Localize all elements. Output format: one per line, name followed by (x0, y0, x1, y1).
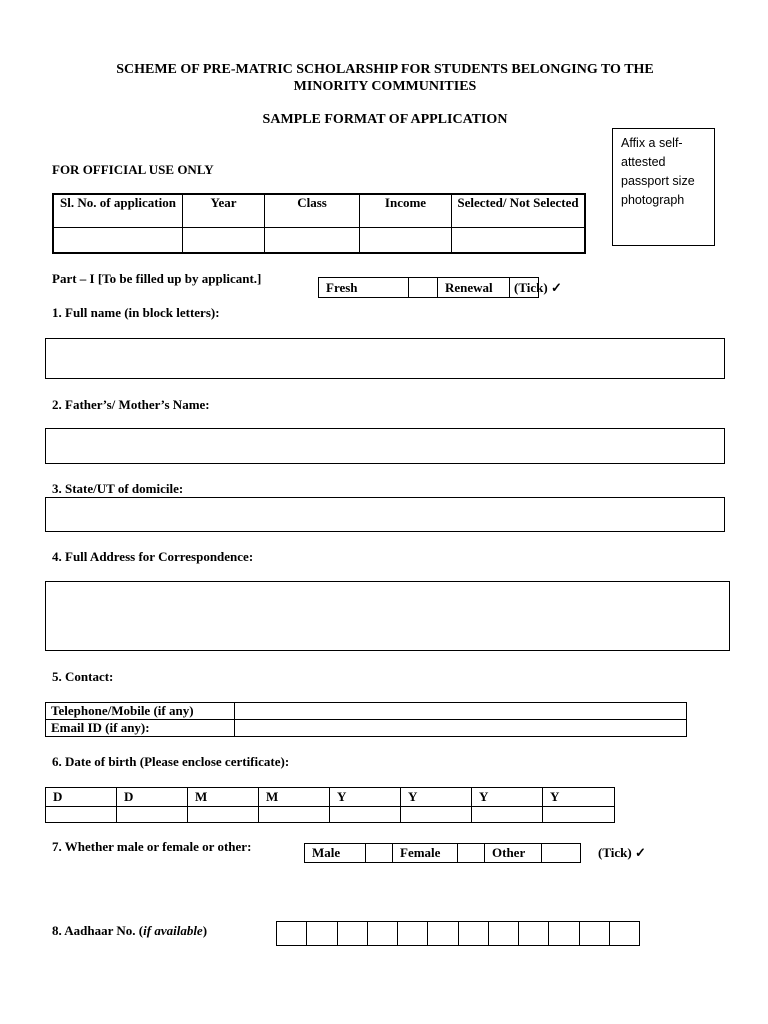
gender-table (304, 843, 581, 863)
application-type-table (318, 277, 539, 298)
address-field[interactable] (45, 581, 730, 651)
aadhaar-digit[interactable] (307, 922, 337, 946)
photo-box[interactable] (612, 128, 715, 246)
dob-header-year1: Y (330, 788, 401, 807)
email-field[interactable] (235, 720, 687, 737)
gender-label: 7. Whether male or female or other: (52, 839, 252, 854)
dob-cell-year4[interactable] (543, 807, 615, 823)
form-title-line1: SCHEME OF PRE-MATRIC SCHOLARSHIP FOR STUDENTS BELONGING TO THE (116, 62, 654, 77)
dob-header-day2: D (117, 788, 188, 807)
phone-label: Telephone/Mobile (if any) (46, 703, 235, 720)
dob-header-month2: M (259, 788, 330, 807)
dob-cell-year3[interactable] (472, 807, 543, 823)
dob-cell-year2[interactable] (401, 807, 472, 823)
official-cell-income[interactable] (360, 227, 452, 253)
dob-cell-day1[interactable] (46, 807, 117, 823)
official-col-income: Income (360, 194, 452, 227)
email-label: Email ID (if any): (46, 720, 235, 737)
aadhaar-label-prefix: 8. Aadhaar No. ( (52, 923, 144, 938)
male-label: Male (305, 844, 366, 863)
aadhaar-digit[interactable] (519, 922, 549, 946)
aadhaar-digit[interactable] (549, 922, 579, 946)
official-col-class: Class (265, 194, 360, 227)
dob-header-year3: Y (472, 788, 543, 807)
form-title-line2: MINORITY COMMUNITIES (293, 79, 477, 94)
parent-name-field[interactable] (45, 428, 725, 464)
official-col-year: Year (183, 194, 265, 227)
female-label: Female (393, 844, 458, 863)
aadhaar-digit[interactable] (277, 922, 307, 946)
other-label: Other (485, 844, 542, 863)
aadhaar-digit[interactable] (488, 922, 518, 946)
contact-label: 5. Contact: (52, 669, 114, 684)
aadhaar-digit[interactable] (579, 922, 609, 946)
aadhaar-digit[interactable] (458, 922, 488, 946)
official-col-selected: Selected/ Not Selected (452, 194, 586, 227)
aadhaar-digit[interactable] (398, 922, 428, 946)
form-title (40, 61, 730, 95)
domicile-label: 3. State/UT of domicile: (52, 481, 184, 496)
renewal-label: Renewal (438, 278, 510, 298)
dob-table (45, 787, 615, 823)
dob-header-month1: M (188, 788, 259, 807)
full-name-label: 1. Full name (in block letters): (52, 305, 220, 320)
aadhaar-digit[interactable] (609, 922, 639, 946)
gender-tick-hint: (Tick) ✓ (598, 845, 646, 860)
other-checkbox[interactable] (542, 844, 581, 863)
address-label: 4. Full Address for Correspondence: (52, 549, 254, 564)
official-cell-selected[interactable] (452, 227, 586, 253)
male-checkbox[interactable] (366, 844, 393, 863)
dob-header-year2: Y (401, 788, 472, 807)
dob-header-day1: D (46, 788, 117, 807)
fresh-label: Fresh (319, 278, 409, 298)
official-use-table (52, 193, 586, 254)
dob-header-year4: Y (543, 788, 615, 807)
aadhaar-digit[interactable] (428, 922, 458, 946)
aadhaar-digit[interactable] (367, 922, 397, 946)
contact-table (45, 702, 687, 737)
official-cell-year[interactable] (183, 227, 265, 253)
aadhaar-label-italic: if available (143, 923, 203, 938)
part-one-label: Part – I [To be filled up by applicant.] (52, 271, 262, 286)
parent-name-label: 2. Father’s/ Mother’s Name: (52, 397, 210, 412)
aadhaar-label-suffix: ) (202, 923, 208, 938)
photo-instruction: Affix a self-attested passport size photograph (621, 136, 695, 207)
full-name-field[interactable] (45, 338, 725, 379)
dob-cell-day2[interactable] (117, 807, 188, 823)
official-cell-slno[interactable] (53, 227, 183, 253)
dob-cell-year1[interactable] (330, 807, 401, 823)
form-subtitle: SAMPLE FORMAT OF APPLICATION (262, 112, 508, 127)
dob-cell-month1[interactable] (188, 807, 259, 823)
official-cell-class[interactable] (265, 227, 360, 253)
aadhaar-label (52, 923, 207, 939)
domicile-field[interactable] (45, 497, 725, 532)
fresh-checkbox[interactable] (409, 278, 438, 298)
official-use-label: FOR OFFICIAL USE ONLY (52, 162, 214, 177)
dob-cell-month2[interactable] (259, 807, 330, 823)
phone-field[interactable] (235, 703, 687, 720)
aadhaar-digit[interactable] (337, 922, 367, 946)
dob-label: 6. Date of birth (Please enclose certificate): (52, 754, 290, 769)
official-col-slno: Sl. No. of application (53, 194, 183, 227)
female-checkbox[interactable] (458, 844, 485, 863)
aadhaar-table (276, 921, 640, 946)
tick-hint: (Tick) ✓ (514, 280, 562, 295)
